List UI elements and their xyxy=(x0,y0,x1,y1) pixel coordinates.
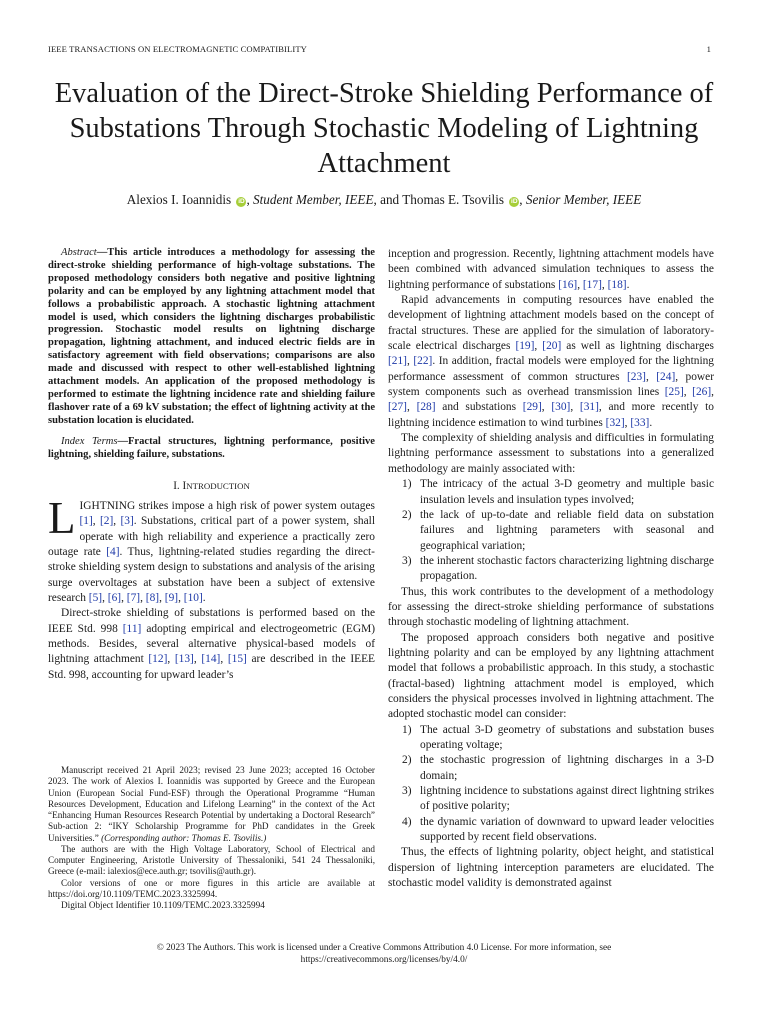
citation-link[interactable]: [14] xyxy=(201,653,221,666)
orcid-icon[interactable]: iD xyxy=(511,198,518,205)
text-run: adopting empirical and electrogeometric (EGM) methods. Besides, several alternative physical-based models of lightning attachment xyxy=(48,622,376,666)
text-run: , xyxy=(113,515,121,528)
text-run: , xyxy=(92,515,100,528)
page-number: 1 xyxy=(706,44,711,54)
text-run: IGHTNING strikes impose a high risk of power system outages xyxy=(79,499,375,512)
text-run: Direct-stroke shielding of substations is performed based on the IEEE Std. 998 xyxy=(48,607,375,635)
numbered-list-1 xyxy=(388,477,714,584)
author-1-role: Student Member, IEEE xyxy=(253,192,374,207)
author-1: Alexios I. Ioannidis xyxy=(126,192,232,207)
text-run: and substations xyxy=(435,401,523,414)
left-column xyxy=(48,247,375,683)
citation-link[interactable]: [2] xyxy=(99,515,114,528)
abstract xyxy=(48,247,375,428)
running-header xyxy=(48,44,711,54)
text-run: . In addition, fractal models were employed for the lightning performance assessment of common structures xyxy=(388,355,715,383)
section-title-rest: NTRODUCTION xyxy=(186,480,250,491)
citation-link[interactable]: [11] xyxy=(122,622,142,635)
citation-link[interactable]: [19] xyxy=(515,340,535,353)
list-item xyxy=(388,477,714,508)
abstract-text: This article introduces a methodology for assessing the direct-stroke shielding performance of high-voltage substations. The proposed methodology considers both negative and positive lightning polarity and can be employed by any lightning attachment model that follows a probabilistic approach. A stochastic lightning attachment model is used, which considers the lightning discharges probabilistic progression. Stochastic model results on lightning discharge propagation, lightning attachment, and induced electric fields are in satisfactory agreement with field observations; comparisons are also made and discussed with respect to other well-established lightning attachment models. An application of the proposed methodology is performed to estimate the lightning incidence rate and shielding failure flashover rate of a 69 kV substation; the effect of lightning activity at the substation location is elucidated. xyxy=(48,247,375,426)
list-text: the lack of up-to-date and reliable field data on substation failures and lightning parameters with seasonal and geographical variation; xyxy=(420,508,714,552)
list-text: The actual 3-D geometry of substations and substation buses operating voltage; xyxy=(420,723,714,751)
abstract-dash: — xyxy=(96,247,108,258)
list-text: the stochastic progression of lightning discharges in a 3-D domain; xyxy=(420,754,714,782)
citation-link[interactable]: [24] xyxy=(656,370,676,383)
section-number: I. xyxy=(173,479,180,492)
numbered-list-2 xyxy=(388,723,714,846)
right-paragraph-6: Thus, the effects of lightning polarity, object height, and statistical dispersion of lightning interception parameters are elucidated. The stochastic model validity is demonstrated against xyxy=(388,846,714,890)
text-run: . Thus, lightning-related studies regarding the direct-stroke shielding system design to substations and analysis of the arising surge overvoltages at substation have been a subject of extensive research xyxy=(48,545,375,604)
text-run: Manuscript received 21 April 2023; revised 23 June 2023; accepted 16 October 2023. The work of Alexios I. Ioannidis was supported by Greece and the European Union (European Social Fund-ESF) through the Operational Programme “Human Resources Development, Education and Lifelong Learning” in the context of the Act “Enhancing Human Resources Research Potential by undertaking a Doctoral Research” Sub-action 2: “IKY Scholarship Programme for PhD candidates in the Greek Universities.” xyxy=(48,765,375,843)
citation-link[interactable]: [6] xyxy=(107,591,122,604)
footnote-block xyxy=(48,765,375,911)
text-run: Rapid advancements in computing resources have enabled the development of lightning attachment models based on the concept of fractal structures. These are applied for the simulation of laboratory-scale electrical discharges xyxy=(388,294,714,353)
citation-link[interactable]: [16] xyxy=(558,278,578,291)
footnote-affiliation: The authors are with the High Voltage Laboratory, School of Electrical and Computer Engineering, Aristotle University of Thessaloniki, 541 24 Thessaloniki, Greece (e-mail: ialexios@ece.auth.gr; tsovilis@auth.gr). xyxy=(48,843,375,877)
citation-link[interactable]: [29] xyxy=(522,401,542,414)
citation-link[interactable]: [32] xyxy=(605,416,625,429)
citation-link[interactable]: [1] xyxy=(79,515,93,528)
right-paragraph-5: The proposed approach considers both negative and positive lightning polarity and can be employed by any lightning attachment model that follows a probabilistic approach. In this study, a stochastic (fractal-based) lightning attachment model is employed, which considers the physical processes involved in lightning attachment. The adopted stochastic model can consider: xyxy=(388,631,714,721)
citation-link[interactable]: [17] xyxy=(582,278,602,291)
right-paragraph-1: inception and progression. Recently, lightning attachment models have been combined with advanced simulation techniques to assess the lightning performance of substations [16], [17], [18]. xyxy=(388,248,714,291)
citation-link[interactable]: [33] xyxy=(630,416,650,429)
list-item xyxy=(388,815,714,846)
citation-link[interactable]: [30] xyxy=(551,401,571,414)
copyright-notice xyxy=(40,942,728,966)
author-2-role: Senior Member, IEEE xyxy=(525,192,642,207)
list-item xyxy=(388,554,714,585)
list-number: 2) xyxy=(402,754,412,767)
abstract-label: Abstract xyxy=(61,247,97,258)
list-number: 1) xyxy=(402,478,412,491)
section-title-initial: I xyxy=(182,479,187,492)
citation-link[interactable]: [12] xyxy=(148,653,168,666)
citation-link[interactable]: [8] xyxy=(145,591,160,604)
citation-link[interactable]: [9] xyxy=(164,591,179,604)
citation-link[interactable]: [25] xyxy=(664,386,684,399)
footnote-manuscript xyxy=(48,765,375,844)
list-text: lightning incidence to substations against direct lightning strikes of positive polarity; xyxy=(420,785,714,813)
orcid-icon[interactable]: iD xyxy=(238,198,245,205)
intro-paragraph-1: LIGHTNING strikes impose a high risk of power system outages [1], [2], [3]. Substations, critical part of a power system, shall operate with high reliability and experience a practically zero outage rate [4]. Thus, lightning-related studies regarding the direct-stroke shielding system design to substations and analysis of the arising surge overvoltages at substation have been a subject of extensive research [5], [6], [7], [8], [9], [10]. xyxy=(48,492,375,604)
citation-link[interactable]: [15] xyxy=(227,653,247,666)
paper-title: Evaluation of the Direct-Stroke Shielding Performance of Substations Through Stochastic Modeling of Lightning Attachment xyxy=(54,78,714,179)
text-run: , power system components such as overhead transmission lines xyxy=(388,370,714,399)
author-2: Thomas E. Tsovilis xyxy=(402,192,504,207)
index-terms xyxy=(48,436,375,462)
citation-link[interactable]: [23] xyxy=(626,370,646,383)
list-number: 1) xyxy=(402,723,412,736)
journal-name: IEEE TRANSACTIONS ON ELECTROMAGNETIC COMPATIBILITY xyxy=(48,44,307,54)
citation-link[interactable]: [21] xyxy=(388,355,407,368)
citation-link[interactable]: [22] xyxy=(413,355,433,368)
right-column xyxy=(388,247,714,891)
author-line: Alexios I. Ioannidis iD , Student Member, IEEE, and Thomas E. Tsovilis iD , Senior Member, IEEE xyxy=(126,192,642,207)
citation-link[interactable]: [3] xyxy=(120,515,134,528)
citation-link[interactable]: [20] xyxy=(542,340,562,353)
list-item xyxy=(388,753,714,784)
right-paragraph-4: Thus, this work contributes to the development of a methodology for assessing the direct-stroke shielding performance of substations through stochastic modeling of lightning attachment. xyxy=(388,585,714,629)
list-number: 2) xyxy=(402,508,412,521)
drop-cap: L xyxy=(48,492,76,543)
footnote-doi: Digital Object Identifier 10.1109/TEMC.2023.3325994 xyxy=(61,900,265,910)
footnote-color-versions: Color versions of one or more figures in this article are available at https://doi.org/10.1109/TEMC.2023.3325994. xyxy=(48,877,375,899)
citation-link[interactable]: [7] xyxy=(126,591,141,604)
text-run: . xyxy=(202,591,206,604)
list-number: 3) xyxy=(402,554,412,567)
list-number: 4) xyxy=(402,815,412,828)
author-separator: , and xyxy=(373,192,403,207)
license-link[interactable]: https://creativecommons.org/licenses/by/4.0/ xyxy=(300,955,468,965)
right-paragraph-3: The complexity of shielding analysis and difficulties in formulating lightning performance assessment to substations into a generalized methodology are mainly associated with: xyxy=(388,432,714,475)
citation-link[interactable]: [13] xyxy=(174,653,194,666)
text-run: as well as lightning discharges xyxy=(561,340,714,353)
index-terms-label: Index Terms xyxy=(61,435,118,447)
list-number: 3) xyxy=(402,785,412,798)
text-run: are described in the IEEE Std. 998, accounting for upward leader’s xyxy=(48,653,376,681)
citation-link[interactable]: [18] xyxy=(607,278,627,291)
text-run: inception and progression. Recently, lightning attachment models have been combined with advanced simulation techniques to assess the lightning performance of substations xyxy=(388,248,714,291)
corresponding-author: (Corresponding author: Thomas E. Tsovilis.) xyxy=(101,832,267,843)
citation-link[interactable]: [28] xyxy=(416,401,436,414)
list-item xyxy=(388,723,714,754)
citation-link[interactable]: [31] xyxy=(579,401,599,414)
citation-link[interactable]: [27] xyxy=(388,401,407,414)
text-run: . Substations, critical part of a power system, shall operate with high reliability and experience a practically zero outage rate xyxy=(48,515,375,558)
section-heading xyxy=(48,479,375,494)
citation-link[interactable]: [26] xyxy=(692,386,712,399)
list-text: the inherent stochastic factors characterizing lightning discharge propagation. xyxy=(420,554,714,583)
list-text: the dynamic variation of downward to upward leader velocities supported by recent field observations. xyxy=(420,815,714,844)
list-item xyxy=(388,784,714,815)
right-paragraph-2: Rapid advancements in computing resources have enabled the development of lightning attachment models based on the concept of fractal structures. These are applied for the simulation of laboratory-scale electrical discharges [19], [20] as well as lightning discharges [21], [22]. In addition, fractal models were employed for the lightning performance assessment of common structures [23], [24], power system components such as overhead transmission lines [25], [26], [27], [28] and substations [29], [30], [31], and more recently to lightning incidence estimation to wind turbines [32], [33]. xyxy=(388,294,715,429)
index-terms-text: Fractal structures, lightning performance, positive lightning, shielding failure, substations. xyxy=(48,435,375,460)
text-run: , and more recently to lightning incidence estimation to wind turbines xyxy=(388,401,715,429)
list-item xyxy=(388,508,714,554)
intro-paragraph-2: Direct-stroke shielding of substations is performed based on the IEEE Std. 998 [11] adopting empirical and electrogeometric (EGM) methods. Besides, several alternative physical-based models of lightning attachment [12], [13], [14], [15] are described in the IEEE Std. 998, accounting for upward leader’s xyxy=(48,607,376,681)
citation-link[interactable]: [10] xyxy=(183,591,203,604)
index-terms-dash: — xyxy=(117,435,128,447)
citation-link[interactable]: [5] xyxy=(88,591,103,604)
copyright-line: © 2023 The Authors. This work is licensed under a Creative Commons Attribution 4.0 License. For more information, see xyxy=(156,943,612,953)
citation-link[interactable]: [4] xyxy=(106,545,120,558)
list-text: The intricacy of the actual 3-D geometry and multiple basic insulation levels and insulation types involved; xyxy=(420,478,714,506)
